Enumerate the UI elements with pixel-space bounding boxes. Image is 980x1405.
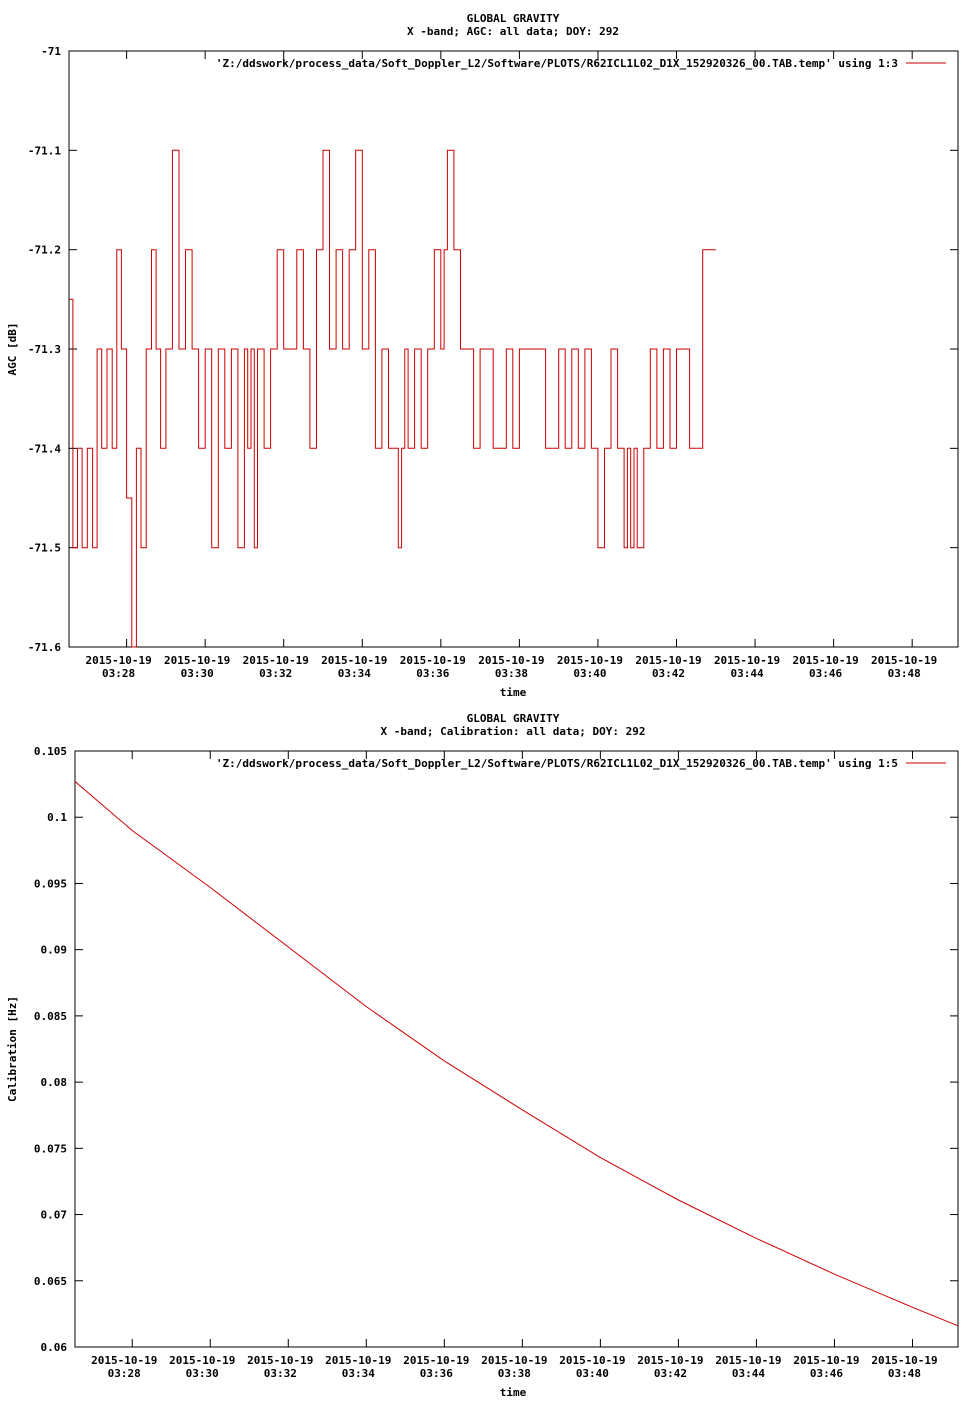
y-tick-label: 0.095 (33, 877, 67, 891)
x-tick-date-label: 2015-10-19 (399, 654, 466, 667)
x-tick-time-label: 03:42 (653, 1367, 687, 1380)
x-tick-time-label: 03:28 (102, 667, 136, 680)
x-tick-date-label: 2015-10-19 (325, 1354, 392, 1367)
x-tick-time-label: 03:34 (341, 1367, 375, 1380)
x-axis-label: time (499, 686, 527, 699)
y-tick-label: -71.2 (27, 243, 61, 257)
x-tick-date-label: 2015-10-19 (871, 1354, 938, 1367)
x-tick-date-label: 2015-10-19 (481, 1354, 548, 1367)
x-tick-time-label: 03:36 (419, 1367, 453, 1380)
series-line (75, 782, 958, 1326)
x-tick-date-label: 2015-10-19 (321, 654, 388, 667)
x-tick-time-label: 03:40 (573, 667, 607, 680)
chart-title: GLOBAL GRAVITY (466, 12, 560, 25)
y-tick-label: -71.1 (27, 144, 61, 158)
x-tick-date-label: 2015-10-19 (713, 654, 781, 667)
x-tick-date-label: 2015-10-19 (164, 654, 231, 667)
y-tick-label: -71.3 (27, 343, 61, 356)
chart-title: GLOBAL GRAVITY (466, 712, 560, 725)
y-tick-label: 0.08 (40, 1076, 67, 1090)
y-tick-label: 0.09 (40, 943, 67, 957)
plot-frame (75, 751, 958, 1347)
x-tick-time-label: 03:48 (887, 1367, 922, 1380)
agc-chart (0, 0, 980, 700)
x-tick-time-label: 03:30 (180, 667, 214, 680)
x-tick-time-label: 03:48 (887, 667, 921, 680)
x-tick-time-label: 03:44 (730, 667, 764, 680)
y-tick-label: 0.065 (33, 1274, 67, 1288)
y-tick-label: -71 (41, 45, 61, 58)
x-tick-time-label: 03:32 (259, 667, 293, 680)
x-tick-date-label: 2015-10-19 (793, 1354, 860, 1367)
calibration-chart (0, 700, 980, 1400)
x-tick-date-label: 2015-10-19 (91, 1354, 158, 1367)
x-tick-date-label: 2015-10-19 (85, 654, 152, 667)
x-tick-date-label: 2015-10-19 (637, 1354, 704, 1367)
x-tick-time-label: 03:34 (337, 667, 371, 680)
y-axis-label: Calibration [Hz] (6, 996, 19, 1102)
x-tick-time-label: 03:46 (809, 1367, 844, 1380)
agc-chart-svg (0, 0, 980, 700)
x-tick-date-label: 2015-10-19 (403, 1354, 470, 1367)
x-tick-date-label: 2015-10-19 (556, 654, 624, 667)
legend-entry: 'Z:/ddswork/process_data/Soft_Doppler_L2/Software/PLOTS/R62ICL1L02_D1X_152920326_00.TAB.temp' using 1:5 (215, 757, 898, 770)
x-axis-label: time (499, 1386, 527, 1399)
x-tick-date-label: 2015-10-19 (242, 654, 309, 667)
x-tick-time-label: 03:32 (263, 1367, 297, 1380)
calibration-chart-svg (0, 700, 980, 1400)
plot-frame (69, 51, 958, 647)
chart-subtitle: X -band; AGC: all data; DOY: 292 (407, 25, 619, 38)
y-tick-label: 0.105 (33, 745, 67, 758)
y-tick-label: 0.07 (40, 1208, 67, 1222)
x-tick-date-label: 2015-10-19 (169, 1354, 236, 1367)
x-tick-time-label: 03:44 (731, 1367, 765, 1380)
x-tick-time-label: 03:40 (575, 1367, 609, 1380)
y-tick-label: -71.4 (27, 442, 61, 456)
x-tick-time-label: 03:42 (651, 667, 686, 680)
legend-entry: 'Z:/ddswork/process_data/Soft_Doppler_L2/Software/PLOTS/R62ICL1L02_D1X_152920326_00.TAB.temp' using 1:3 (215, 57, 898, 70)
x-tick-time-label: 03:38 (494, 667, 528, 680)
y-tick-label: 0.075 (33, 1142, 67, 1156)
y-axis-label: AGC [dB] (6, 322, 19, 376)
x-tick-time-label: 03:30 (185, 1367, 219, 1380)
y-tick-label: 0.06 (40, 1341, 67, 1354)
y-tick-label: 0.085 (33, 1009, 67, 1023)
chart-subtitle: X -band; Calibration: all data; DOY: 292 (380, 725, 646, 738)
y-tick-label: -71.6 (27, 641, 61, 654)
x-tick-date-label: 2015-10-19 (559, 1354, 626, 1367)
x-tick-date-label: 2015-10-19 (247, 1354, 314, 1367)
x-tick-date-label: 2015-10-19 (871, 654, 938, 667)
x-tick-date-label: 2015-10-19 (478, 654, 545, 667)
x-tick-date-label: 2015-10-19 (715, 1354, 782, 1367)
x-tick-time-label: 03:46 (809, 667, 843, 680)
series-line (69, 150, 716, 647)
x-tick-date-label: 2015-10-19 (635, 654, 702, 667)
x-tick-time-label: 03:38 (497, 1367, 531, 1380)
y-tick-label: -71.5 (27, 541, 61, 555)
x-tick-time-label: 03:36 (416, 667, 450, 680)
x-tick-date-label: 2015-10-19 (792, 654, 859, 667)
y-tick-label: 0.1 (47, 811, 67, 825)
x-tick-time-label: 03:28 (107, 1367, 141, 1380)
